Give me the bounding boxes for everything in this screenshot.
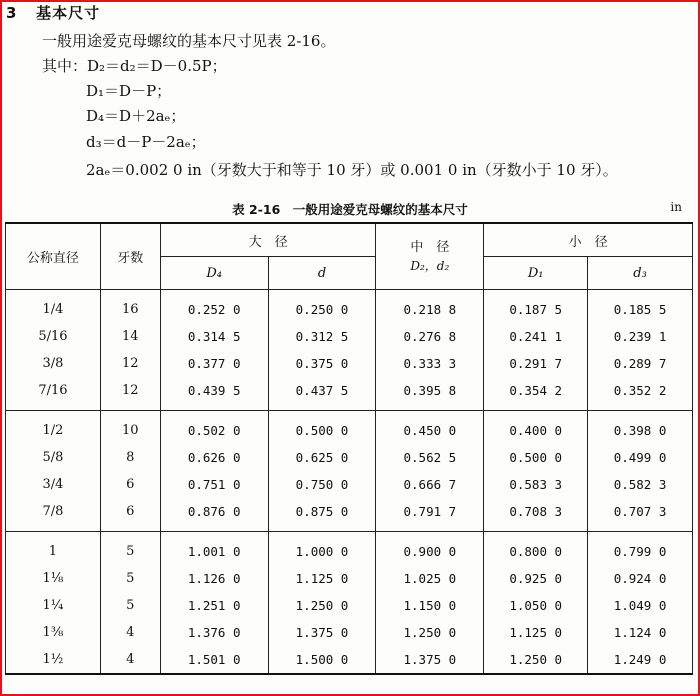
- cell-d: 1.125 0: [268, 565, 376, 592]
- cell-d: 0.625 0: [268, 444, 376, 471]
- cell-pitch-diameter: 0.395 8: [376, 377, 484, 411]
- cell-D1: 0.400 0: [484, 411, 588, 445]
- header-D1: D₁: [484, 257, 588, 290]
- cell-d3: 0.352 2: [588, 377, 693, 411]
- cell-pitch-diameter: 1.150 0: [376, 592, 484, 619]
- cell-d: 0.875 0: [268, 498, 376, 532]
- table-row: [6, 619, 693, 646]
- table-row: [6, 350, 693, 377]
- cell-D4: 1.501 0: [160, 646, 268, 674]
- cell-d: 1.000 0: [268, 532, 376, 566]
- cell-D1: 0.583 3: [484, 471, 588, 498]
- cell-d: 1.500 0: [268, 646, 376, 674]
- cell-threads: 5: [100, 565, 160, 592]
- cell-D4: 0.252 0: [160, 290, 268, 324]
- header-nominal-diameter: 公称直径: [6, 223, 101, 290]
- cell-D1: 1.250 0: [484, 646, 588, 674]
- cell-nominal-diameter: 7/16: [6, 377, 101, 411]
- cell-d: 1.250 0: [268, 592, 376, 619]
- cell-d3: 0.707 3: [588, 498, 693, 532]
- cell-D1: 1.125 0: [484, 619, 588, 646]
- table-row: [6, 323, 693, 350]
- cell-pitch-diameter: 1.250 0: [376, 619, 484, 646]
- cell-pitch-diameter: 1.025 0: [376, 565, 484, 592]
- cell-d: 0.437 5: [268, 377, 376, 411]
- cell-d3: 0.799 0: [588, 532, 693, 566]
- cell-d3: 0.924 0: [588, 565, 693, 592]
- table-row: [6, 411, 693, 445]
- formula-clearance: 2aₑ＝0.002 0 in（牙数大于和等于 10 牙）或 0.001 0 in（牙数小于 10 牙）。: [86, 161, 618, 179]
- cell-d3: 0.239 1: [588, 323, 693, 350]
- header-d3: d₃: [588, 257, 693, 290]
- cell-threads: 6: [100, 498, 160, 532]
- cell-nominal-diameter: 3/8: [6, 350, 101, 377]
- header-minor-diameter: 小 径: [484, 223, 693, 257]
- thread-dimensions-table: [5, 222, 693, 675]
- cell-D1: 0.291 7: [484, 350, 588, 377]
- table-caption: 表 2-16 一般用途爱克母螺纹的基本尺寸: [232, 202, 468, 217]
- cell-threads: 16: [100, 290, 160, 324]
- cell-d3: 1.249 0: [588, 646, 693, 674]
- cell-nominal-diameter: 5/16: [6, 323, 101, 350]
- section-heading: [6, 2, 100, 23]
- cell-nominal-diameter: 5/8: [6, 444, 101, 471]
- cell-pitch-diameter: 0.450 0: [376, 411, 484, 445]
- cell-nominal-diameter: 3/4: [6, 471, 101, 498]
- cell-threads: 5: [100, 532, 160, 566]
- cell-D4: 0.439 5: [160, 377, 268, 411]
- cell-d: 0.250 0: [268, 290, 376, 324]
- cell-D4: 1.251 0: [160, 592, 268, 619]
- table-unit: in: [670, 200, 682, 214]
- cell-threads: 6: [100, 471, 160, 498]
- cell-pitch-diameter: 0.900 0: [376, 532, 484, 566]
- cell-threads: 12: [100, 350, 160, 377]
- cell-nominal-diameter: 1⅛: [6, 565, 101, 592]
- cell-D4: 1.126 0: [160, 565, 268, 592]
- cell-pitch-diameter: 0.276 8: [376, 323, 484, 350]
- cell-D1: 0.241 1: [484, 323, 588, 350]
- cell-nominal-diameter: 1/4: [6, 290, 101, 324]
- header-d: d: [268, 257, 376, 290]
- cell-D1: 0.354 2: [484, 377, 588, 411]
- cell-pitch-diameter: 0.791 7: [376, 498, 484, 532]
- cell-threads: 4: [100, 646, 160, 674]
- cell-threads: 14: [100, 323, 160, 350]
- intro-text: 一般用途爱克母螺纹的基本尺寸见表 2-16。: [42, 32, 336, 50]
- cell-D1: 0.187 5: [484, 290, 588, 324]
- cell-threads: 5: [100, 592, 160, 619]
- cell-D4: 1.376 0: [160, 619, 268, 646]
- section-number: 3: [6, 4, 18, 22]
- table-row: [6, 565, 693, 592]
- cell-d3: 1.049 0: [588, 592, 693, 619]
- cell-D4: 0.876 0: [160, 498, 268, 532]
- cell-pitch-diameter: 0.562 5: [376, 444, 484, 471]
- header-pitch-diameter: [376, 223, 484, 290]
- cell-threads: 12: [100, 377, 160, 411]
- cell-D4: 0.751 0: [160, 471, 268, 498]
- cell-nominal-diameter: 1: [6, 532, 101, 566]
- cell-D4: 0.314 5: [160, 323, 268, 350]
- cell-d3: 0.499 0: [588, 444, 693, 471]
- cell-nominal-diameter: 1½: [6, 646, 101, 674]
- section-title: 基本尺寸: [36, 4, 101, 22]
- formula-minor-nut: D₁＝D－P；: [86, 82, 172, 100]
- table-row: [6, 377, 693, 411]
- cell-threads: 4: [100, 619, 160, 646]
- cell-D4: 0.626 0: [160, 444, 268, 471]
- cell-d3: 0.289 7: [588, 350, 693, 377]
- cell-d3: 0.185 5: [588, 290, 693, 324]
- table-row: [6, 498, 693, 532]
- formula-minor-screw: d₃＝d－P－2aₑ；: [86, 133, 206, 151]
- cell-d3: 0.398 0: [588, 411, 693, 445]
- cell-pitch-diameter: 1.375 0: [376, 646, 484, 674]
- cell-nominal-diameter: 1⅜: [6, 619, 101, 646]
- table-row: [6, 646, 693, 674]
- header-pitch-label: 中 径: [410, 239, 450, 255]
- header-pitch-symbols: D₂，d₂: [410, 258, 450, 273]
- table-row: [6, 290, 693, 324]
- cell-D1: 0.800 0: [484, 532, 588, 566]
- cell-nominal-diameter: 1¼: [6, 592, 101, 619]
- cell-d: 0.750 0: [268, 471, 376, 498]
- cell-d: 0.312 5: [268, 323, 376, 350]
- table-row: [6, 532, 693, 566]
- formula-major-nut: D₄＝D＋2aₑ；: [86, 107, 186, 125]
- formula-pitch: 其中：D₂＝d₂＝D－0.5P；: [42, 57, 227, 75]
- cell-pitch-diameter: 0.666 7: [376, 471, 484, 498]
- cell-D1: 0.500 0: [484, 444, 588, 471]
- cell-nominal-diameter: 1/2: [6, 411, 101, 445]
- cell-d3: 0.582 3: [588, 471, 693, 498]
- cell-D4: 0.502 0: [160, 411, 268, 445]
- cell-D4: 1.001 0: [160, 532, 268, 566]
- cell-D1: 0.925 0: [484, 565, 588, 592]
- cell-D1: 1.050 0: [484, 592, 588, 619]
- cell-pitch-diameter: 0.218 8: [376, 290, 484, 324]
- cell-D4: 0.377 0: [160, 350, 268, 377]
- cell-d: 0.375 0: [268, 350, 376, 377]
- cell-threads: 8: [100, 444, 160, 471]
- cell-d: 0.500 0: [268, 411, 376, 445]
- cell-d3: 1.124 0: [588, 619, 693, 646]
- cell-threads: 10: [100, 411, 160, 445]
- header-major-diameter: 大 径: [160, 223, 376, 257]
- cell-nominal-diameter: 7/8: [6, 498, 101, 532]
- cell-pitch-diameter: 0.333 3: [376, 350, 484, 377]
- table-row: [6, 444, 693, 471]
- header-threads-per-inch: 牙数: [100, 223, 160, 290]
- table-row: [6, 592, 693, 619]
- table-row: [6, 471, 693, 498]
- cell-D1: 0.708 3: [484, 498, 588, 532]
- cell-d: 1.375 0: [268, 619, 376, 646]
- header-D4: D₄: [160, 257, 268, 290]
